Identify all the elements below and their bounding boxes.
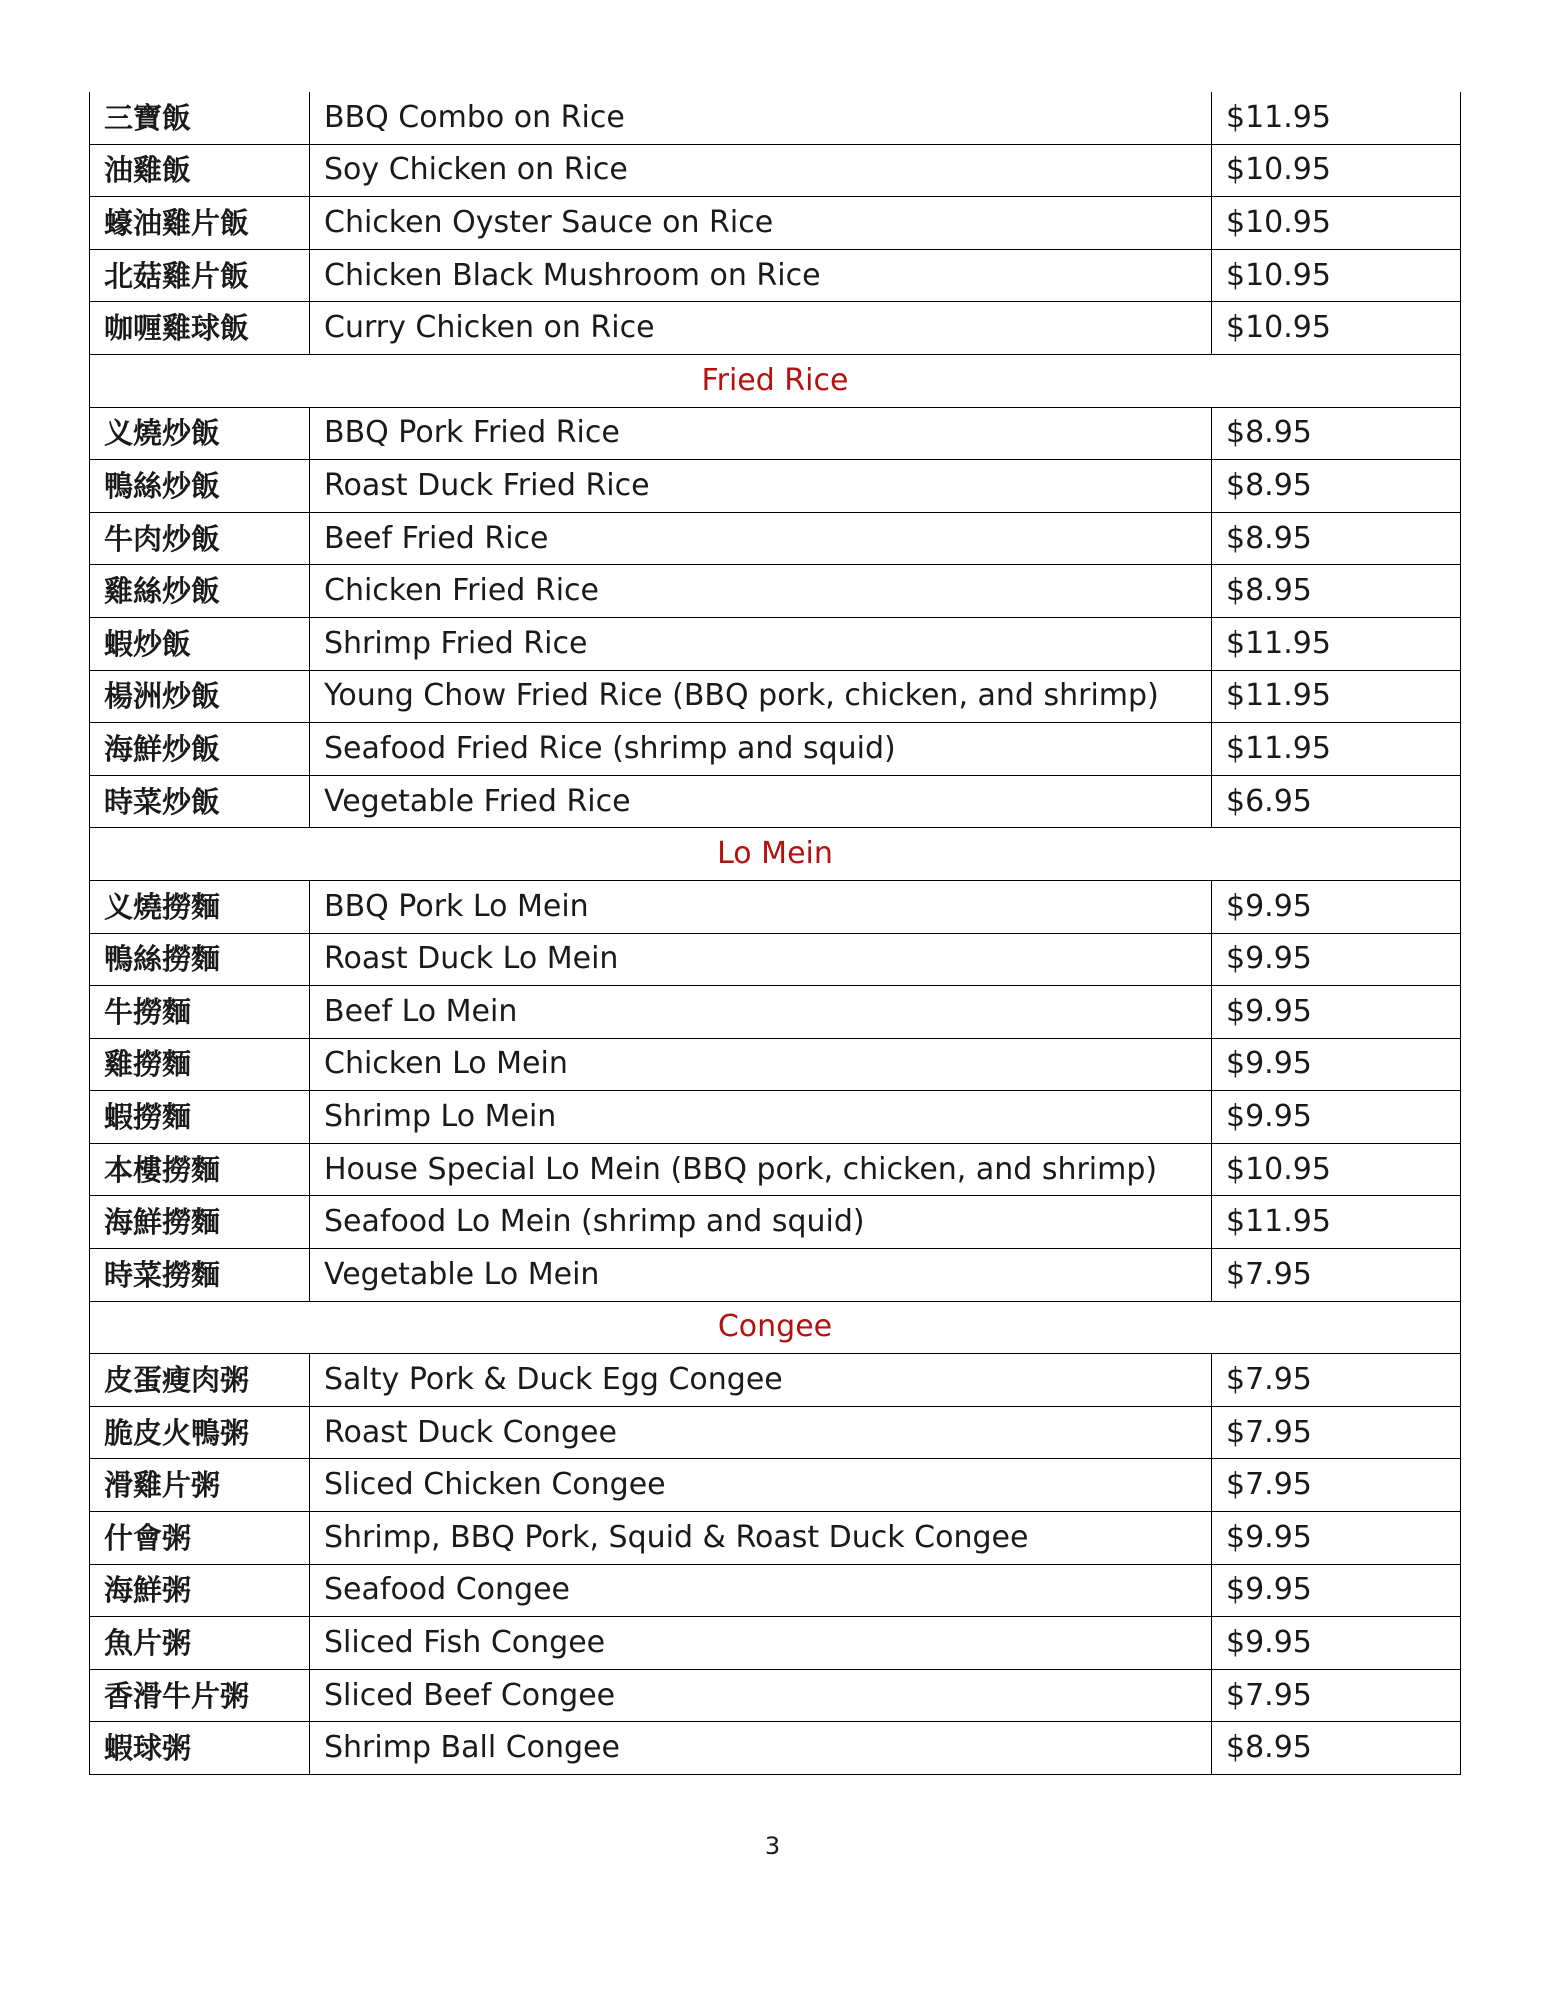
item-price: $8.95 — [1212, 565, 1461, 618]
menu-item-row-lo-mein — [90, 1249, 1461, 1302]
item-english-name: Soy Chicken on Rice — [310, 144, 1212, 197]
menu-item-row-rice-plates — [90, 92, 1461, 144]
item-chinese-name: 牛肉炒飯 — [90, 512, 310, 565]
item-english-name: Roast Duck Fried Rice — [310, 460, 1212, 513]
menu-item-row-lo-mein — [90, 933, 1461, 986]
item-price: $9.95 — [1212, 1512, 1461, 1565]
item-price: $11.95 — [1212, 670, 1461, 723]
menu-item-row-congee — [90, 1564, 1461, 1617]
item-price: $9.95 — [1212, 933, 1461, 986]
item-price: $7.95 — [1212, 1669, 1461, 1722]
menu-item-row-lo-mein — [90, 1091, 1461, 1144]
item-english-name: Shrimp Ball Congee — [310, 1722, 1212, 1775]
item-price: $8.95 — [1212, 512, 1461, 565]
item-english-name: Shrimp Fried Rice — [310, 617, 1212, 670]
item-price: $7.95 — [1212, 1354, 1461, 1407]
item-chinese-name: 雞絲炒飯 — [90, 565, 310, 618]
item-english-name: Beef Lo Mein — [310, 986, 1212, 1039]
menu-item-row-fried-rice — [90, 512, 1461, 565]
item-price: $10.95 — [1212, 249, 1461, 302]
item-english-name: BBQ Combo on Rice — [310, 92, 1212, 144]
item-chinese-name: 海鮮撈麵 — [90, 1196, 310, 1249]
menu-item-row-congee — [90, 1722, 1461, 1775]
item-chinese-name: 本樓撈麵 — [90, 1143, 310, 1196]
item-price: $10.95 — [1212, 1143, 1461, 1196]
item-price: $11.95 — [1212, 617, 1461, 670]
item-english-name: Chicken Oyster Sauce on Rice — [310, 197, 1212, 250]
menu-item-row-fried-rice — [90, 407, 1461, 460]
item-chinese-name: 蝦撈麵 — [90, 1091, 310, 1144]
menu-item-row-congee — [90, 1617, 1461, 1670]
item-english-name: Curry Chicken on Rice — [310, 302, 1212, 355]
item-price: $10.95 — [1212, 144, 1461, 197]
menu-item-row-fried-rice — [90, 617, 1461, 670]
menu-item-row-fried-rice — [90, 670, 1461, 723]
item-english-name: Vegetable Lo Mein — [310, 1249, 1212, 1302]
item-price: $9.95 — [1212, 880, 1461, 933]
item-english-name: Seafood Congee — [310, 1564, 1212, 1617]
item-chinese-name: 义燒撈麵 — [90, 880, 310, 933]
item-price: $8.95 — [1212, 460, 1461, 513]
item-chinese-name: 海鮮粥 — [90, 1564, 310, 1617]
item-chinese-name: 蝦炒飯 — [90, 617, 310, 670]
item-chinese-name: 時菜炒飯 — [90, 775, 310, 828]
item-price: $7.95 — [1212, 1406, 1461, 1459]
menu-item-row-rice-plates — [90, 302, 1461, 355]
item-price: $11.95 — [1212, 1196, 1461, 1249]
item-price: $9.95 — [1212, 1617, 1461, 1670]
menu-item-row-lo-mein — [90, 1196, 1461, 1249]
item-chinese-name: 海鮮炒飯 — [90, 723, 310, 776]
menu-item-row-lo-mein — [90, 880, 1461, 933]
section-header-row-fried-rice — [90, 354, 1461, 407]
item-chinese-name: 皮蛋瘦肉粥 — [90, 1354, 310, 1407]
item-price: $11.95 — [1212, 92, 1461, 144]
item-english-name: Seafood Lo Mein (shrimp and squid) — [310, 1196, 1212, 1249]
section-title: Lo Mein — [90, 828, 1461, 881]
menu-item-row-congee — [90, 1406, 1461, 1459]
page-number: 3 — [764, 1832, 781, 1860]
item-english-name: Seafood Fried Rice (shrimp and squid) — [310, 723, 1212, 776]
item-chinese-name: 楊洲炒飯 — [90, 670, 310, 723]
item-english-name: Roast Duck Congee — [310, 1406, 1212, 1459]
item-price: $10.95 — [1212, 302, 1461, 355]
menu-item-row-congee — [90, 1354, 1461, 1407]
item-english-name: Sliced Chicken Congee — [310, 1459, 1212, 1512]
menu-item-row-congee — [90, 1512, 1461, 1565]
item-english-name: Salty Pork & Duck Egg Congee — [310, 1354, 1212, 1407]
item-price: $6.95 — [1212, 775, 1461, 828]
item-english-name: Beef Fried Rice — [310, 512, 1212, 565]
menu-body — [90, 92, 1461, 1775]
item-english-name: Chicken Fried Rice — [310, 565, 1212, 618]
item-english-name: BBQ Pork Fried Rice — [310, 407, 1212, 460]
menu-item-row-congee — [90, 1669, 1461, 1722]
item-chinese-name: 蠔油雞片飯 — [90, 197, 310, 250]
item-chinese-name: 咖喱雞球飯 — [90, 302, 310, 355]
section-header-row-congee — [90, 1301, 1461, 1354]
item-chinese-name: 香滑牛片粥 — [90, 1669, 310, 1722]
item-price: $7.95 — [1212, 1459, 1461, 1512]
item-chinese-name: 三寶飯 — [90, 92, 310, 144]
item-price: $11.95 — [1212, 723, 1461, 776]
item-english-name: Chicken Black Mushroom on Rice — [310, 249, 1212, 302]
item-english-name: Young Chow Fried Rice (BBQ pork, chicken, and shrimp) — [310, 670, 1212, 723]
item-english-name: Shrimp, BBQ Pork, Squid & Roast Duck Congee — [310, 1512, 1212, 1565]
item-chinese-name: 北菇雞片飯 — [90, 249, 310, 302]
item-chinese-name: 义燒炒飯 — [90, 407, 310, 460]
menu-item-row-congee — [90, 1459, 1461, 1512]
menu-item-row-fried-rice — [90, 723, 1461, 776]
item-chinese-name: 脆皮火鴨粥 — [90, 1406, 310, 1459]
item-english-name: Sliced Beef Congee — [310, 1669, 1212, 1722]
menu-item-row-rice-plates — [90, 197, 1461, 250]
section-header-row-lo-mein — [90, 828, 1461, 881]
item-price: $9.95 — [1212, 1091, 1461, 1144]
item-chinese-name: 鴨絲撈麵 — [90, 933, 310, 986]
item-english-name: House Special Lo Mein (BBQ pork, chicken, and shrimp) — [310, 1143, 1212, 1196]
item-chinese-name: 牛撈麵 — [90, 986, 310, 1039]
menu-item-row-rice-plates — [90, 144, 1461, 197]
section-title: Congee — [90, 1301, 1461, 1354]
item-english-name: Chicken Lo Mein — [310, 1038, 1212, 1091]
item-chinese-name: 魚片粥 — [90, 1617, 310, 1670]
item-price: $7.95 — [1212, 1249, 1461, 1302]
item-chinese-name: 鴨絲炒飯 — [90, 460, 310, 513]
menu-item-row-fried-rice — [90, 775, 1461, 828]
menu-item-row-lo-mein — [90, 1143, 1461, 1196]
menu-item-row-lo-mein — [90, 1038, 1461, 1091]
menu-item-row-fried-rice — [90, 460, 1461, 513]
menu-table — [89, 92, 1461, 1775]
item-english-name: Shrimp Lo Mein — [310, 1091, 1212, 1144]
item-english-name: Sliced Fish Congee — [310, 1617, 1212, 1670]
item-price: $9.95 — [1212, 1038, 1461, 1091]
item-price: $8.95 — [1212, 407, 1461, 460]
item-english-name: Vegetable Fried Rice — [310, 775, 1212, 828]
item-chinese-name: 蝦球粥 — [90, 1722, 310, 1775]
menu-item-row-lo-mein — [90, 986, 1461, 1039]
item-english-name: BBQ Pork Lo Mein — [310, 880, 1212, 933]
item-price: $9.95 — [1212, 986, 1461, 1039]
section-title: Fried Rice — [90, 354, 1461, 407]
item-price: $8.95 — [1212, 1722, 1461, 1775]
item-chinese-name: 油雞飯 — [90, 144, 310, 197]
menu-item-row-fried-rice — [90, 565, 1461, 618]
item-chinese-name: 什會粥 — [90, 1512, 310, 1565]
item-chinese-name: 雞撈麵 — [90, 1038, 310, 1091]
item-english-name: Roast Duck Lo Mein — [310, 933, 1212, 986]
item-chinese-name: 時菜撈麵 — [90, 1249, 310, 1302]
menu-item-row-rice-plates — [90, 249, 1461, 302]
item-price: $9.95 — [1212, 1564, 1461, 1617]
item-chinese-name: 滑雞片粥 — [90, 1459, 310, 1512]
item-price: $10.95 — [1212, 197, 1461, 250]
